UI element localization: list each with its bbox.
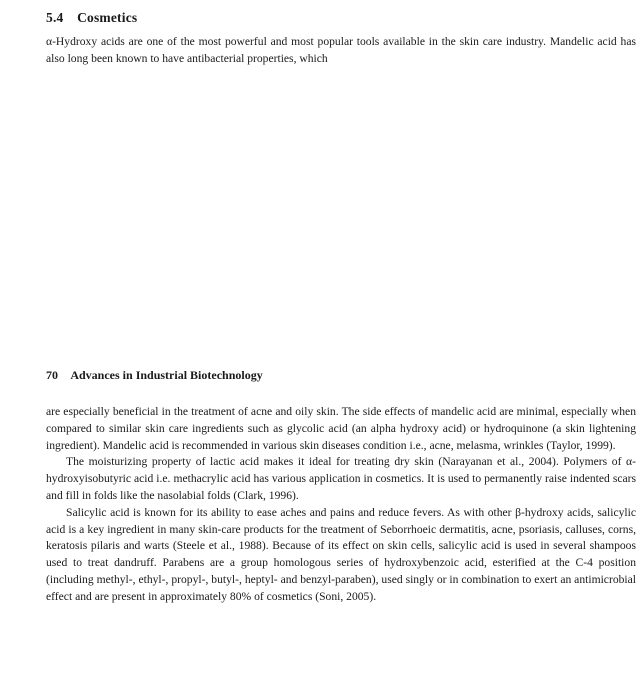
paragraph-salicylic-acid: Salicylic acid is known for its ability to ease aches and pains and reduce fevers. As with other β-hydroxy acids, salicylic acid is a key ingredient in many skin-care products for the treatment of Seborrhoeic dermatitis, acne, psoriasis, calluses, corns, keratosis pilaris and warts (Steele et al., 1988). Because of its effect on skin cells, salicylic acid is used in several shampoos used to treat dandruff. Parabens are a group homologous series of hydroxybenzoic acid, esterified at the C-4 position (including methyl-, ethyl-, propyl-, butyl-, heptyl- and benzyl-paraben), used singly or in combination to exert an antimicrobial effect and are present in approximately 80% of cosmetics (Soni, 2005). [46,505,636,603]
paragraph-lactic-acid: The moisturizing property of lactic acid makes it ideal for treating dry skin (Narayanan et al., 2004). Polymers of α-hydroxyisobutyric acid i.e. methacrylic acid has various application in cosmetics. It is used to permanently raise indented scars and fill in folds like the nasolabial folds (Clark, 1996). [46,455,636,502]
intro-paragraph: α-Hydroxy acids are one of the most powerful and most popular tools available in the skin care industry. Mandelic acid has also long been known to have antibacterial properties, which [46,35,636,65]
section-heading [46,10,137,26]
body-text [46,404,636,606]
page-number: 70 [46,368,58,382]
paragraph-mandelic-acid: are especially beneficial in the treatment of acne and oily skin. The side effects of mandelic acid are minimal, especially when compared to similar skin care ingredients such as glycolic acid (an alpha hydroxy acid) or hydroquinone (a skin lightening ingredient). Mandelic acid is recommended in various skin diseases condition i.e., acne, melasma, wrinkles (Taylor, 1999). [46,405,636,452]
section-title: Cosmetics [77,10,138,25]
running-head [46,368,263,383]
section-number: 5.4 [46,10,64,25]
book-title: Advances in Industrial Biotechnology [70,368,263,382]
